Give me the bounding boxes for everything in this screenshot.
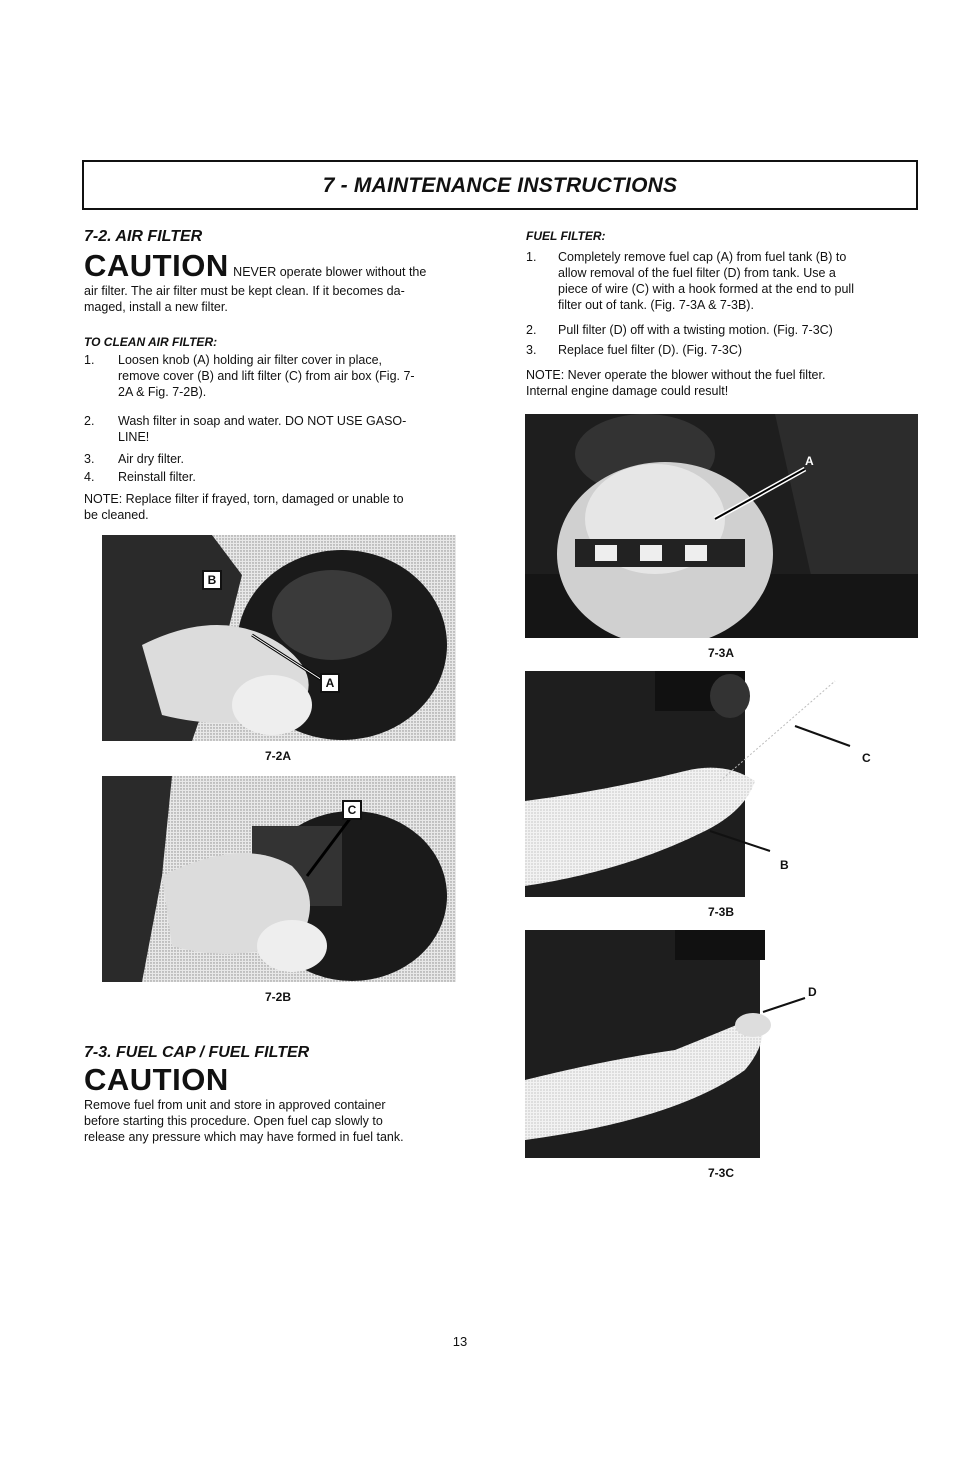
fuel-filter-removal-illustration xyxy=(525,930,918,1158)
step-line: LINE! xyxy=(118,430,150,444)
filter-wire-removal-illustration xyxy=(525,671,918,897)
fuel-step-3 xyxy=(526,342,918,358)
air-filter-heading: 7-2. AIR FILTER xyxy=(84,228,203,245)
fuel-cap-heading: 7-3. FUEL CAP / FUEL FILTER xyxy=(84,1044,310,1061)
step-line: filter out of tank. (Fig. 7-3A & 7-3B). xyxy=(558,298,754,312)
step-number: 2. xyxy=(84,414,95,428)
fuel-caution-line-1: Remove fuel from unit and store in approved container xyxy=(84,1098,386,1112)
figure-7-3b-caption: 7-3B xyxy=(707,905,734,919)
fuel-caution-word: CAUTION xyxy=(84,1062,229,1097)
air-note-line-1: NOTE: Replace filter if frayed, torn, damaged or unable to xyxy=(84,492,404,506)
fuel-note-line-1: NOTE: Never operate the blower without the fuel filter. xyxy=(526,368,826,382)
caution-line-2: air filter. The air filter must be kept clean. If it becomes da- xyxy=(84,284,405,298)
fuel-step-2 xyxy=(526,322,918,338)
step-line: 2A & Fig. 7-2B). xyxy=(118,385,207,399)
air-note-line-2: be cleaned. xyxy=(84,508,149,522)
figure-7-3a-caption: 7-3A xyxy=(707,646,734,660)
step-line: Air dry filter. xyxy=(118,452,184,466)
step-line: remove cover (B) and lift filter (C) from air box (Fig. 7- xyxy=(118,369,415,383)
step-number: 4. xyxy=(84,470,95,484)
figure-7-3a-photo xyxy=(525,414,918,638)
step-number: 3. xyxy=(84,452,95,466)
step-line: Completely remove fuel cap (A) from fuel tank (B) to xyxy=(558,250,847,264)
label-c: C xyxy=(342,800,362,820)
fuel-filter-subtitle: FUEL FILTER: xyxy=(526,229,606,243)
fuel-caution-line-3: release any pressure which may have formed in fuel tank. xyxy=(84,1130,404,1144)
blower-filter-removal-illustration xyxy=(102,776,456,982)
caution-word: CAUTION xyxy=(84,248,229,283)
air-step-4 xyxy=(84,469,476,485)
section-header xyxy=(82,160,918,210)
figure-7-2a-caption: 7-2A xyxy=(264,749,291,763)
figure-7-2b-photo xyxy=(102,776,456,982)
fuel-note-line-2: Internal engine damage could result! xyxy=(526,384,729,398)
figure-7-2a-photo xyxy=(102,535,456,741)
step-number: 1. xyxy=(84,353,95,367)
step-line: Pull filter (D) off with a twisting motion. (Fig. 7-3C) xyxy=(558,323,833,337)
step-number: 2. xyxy=(526,323,537,337)
step-line: Loosen knob (A) holding air filter cover in place, xyxy=(118,353,383,367)
caution-lead: NEVER operate blower without the xyxy=(233,265,427,279)
figure-7-3c-photo xyxy=(525,930,918,1158)
section-title: 7 - MAINTENANCE INSTRUCTIONS xyxy=(322,174,678,197)
step-line: Reinstall filter. xyxy=(118,470,196,484)
fuel-caution-line-2: before starting this procedure. Open fuel cap slowly to xyxy=(84,1114,383,1128)
fuel-step-1 xyxy=(526,249,918,313)
step-line: Replace fuel filter (D). (Fig. 7-3C) xyxy=(558,343,743,357)
clean-air-filter-subtitle: TO CLEAN AIR FILTER: xyxy=(84,335,218,349)
figure-7-3c-caption: 7-3C xyxy=(707,1166,734,1180)
caution-line-3: maged, install a new filter. xyxy=(84,300,228,314)
step-number: 3. xyxy=(526,343,537,357)
label-c: C xyxy=(862,751,871,765)
label-d: D xyxy=(808,985,817,999)
step-line: piece of wire (C) with a hook formed at the end to pull xyxy=(558,282,854,296)
label-b: B xyxy=(202,570,222,590)
air-step-3 xyxy=(84,451,476,467)
blower-air-filter-illustration xyxy=(102,535,456,741)
air-step-2 xyxy=(84,413,476,445)
label-b: B xyxy=(780,858,789,872)
figure-7-2b-caption: 7-2B xyxy=(264,990,291,1004)
figure-7-3b-photo xyxy=(525,671,918,897)
step-line: allow removal of the fuel filter (D) from tank. Use a xyxy=(558,266,836,280)
page-number: 13 xyxy=(452,1334,468,1349)
step-number: 1. xyxy=(526,250,537,264)
label-a: A xyxy=(320,673,340,693)
air-step-1 xyxy=(84,352,476,400)
step-line: Wash filter in soap and water. DO NOT USE GASO- xyxy=(118,414,407,428)
fuel-cap-illustration xyxy=(525,414,918,638)
air-filter-caution xyxy=(84,248,474,284)
label-a: A xyxy=(805,454,814,468)
